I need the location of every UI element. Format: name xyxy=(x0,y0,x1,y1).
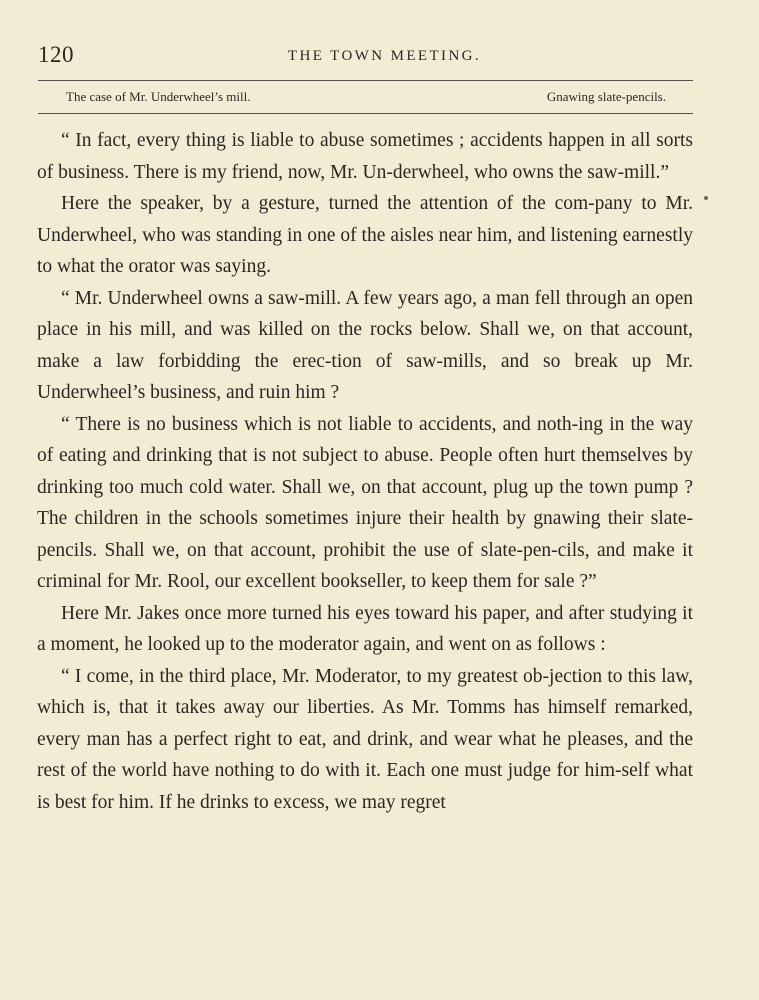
marginal-note-left: The case of Mr. Underwheel’s mill. xyxy=(66,89,251,104)
header-rule-top xyxy=(38,80,693,81)
running-title: THE TOWN MEETING. xyxy=(287,48,482,64)
paragraph-1: “ In fact, every thing is liable to abuse sometimes ; accidents happen in all sorts of business. There is my friend, now, Mr. Un-derwheel, who owns the saw-mill.” xyxy=(37,130,693,183)
paragraph-3: “ Mr. Underwheel owns a saw-mill. A few years ago, a man fell through an open place in his mill, and was killed on the rocks below. Shall we, on that account, make a law forbidding the erec-tion of saw-mills, and so break up Mr. Underwheel’s business, and ruin him ? xyxy=(37,287,693,403)
body-text xyxy=(37,125,693,818)
marginal-note-right: Gnawing slate-pencils. xyxy=(546,89,666,104)
paragraph-4: “ There is no business which is not liable to accidents, and noth-ing in the way of eating and drinking that is not subject to abuse. People often hurt themselves by drinking too much cold water. Shall we, on that account, plug up the town pump ? The children in the schools sometimes injure their health by gnawing their slate-pencils. Shall we, on that account, prohibit the use of slate-pen-cils, and make it criminal for Mr. Rool, our excellent bookseller, to keep them for sale ?” xyxy=(37,413,693,592)
ink-speck xyxy=(704,196,708,200)
paragraph-5: Here Mr. Jakes once more turned his eyes toward his paper, and after studying it a moment, he looked up to the moderator again, and went on as follows : xyxy=(37,602,693,655)
paragraph-6: “ I come, in the third place, Mr. Moderator, to my greatest ob-jection to this law, which is, that it takes away our liberties. As Mr. Tomms has himself remarked, every man has a perfect right to eat, and drink, and wear what he pleases, and the rest of the world have nothing to do with it. Each one must judge for him-self what is best for him. If he drinks to excess, we may regret xyxy=(37,665,693,813)
marginal-notes xyxy=(66,89,666,109)
page-header xyxy=(38,42,693,72)
paragraph-2: Here the speaker, by a gesture, turned the attention of the com-pany to Mr. Underwheel, who was standing in one of the aisles near him, and listening earnestly to what the orator was saying. xyxy=(37,193,693,277)
page-number: 120 xyxy=(38,42,74,67)
header-rule-bottom xyxy=(38,113,693,114)
